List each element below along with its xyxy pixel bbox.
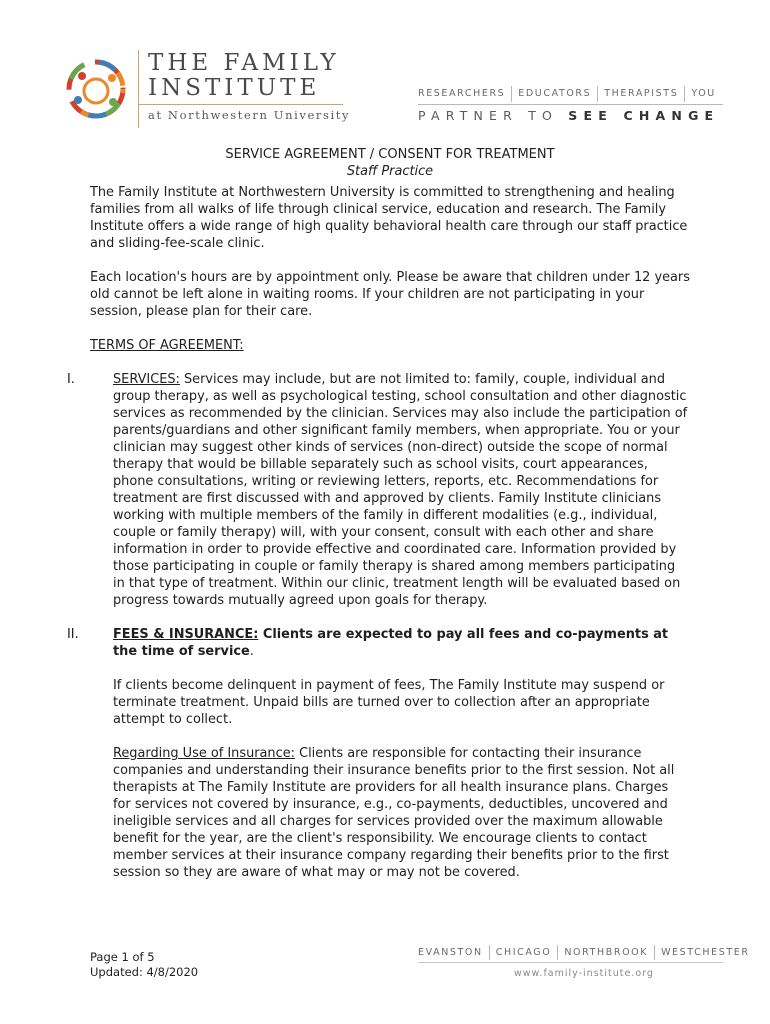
services-text: Services may include, but are not limited to: family, couple, individual and group therapy, as well as psychological testing, school consultation and other diagnostic services as recommended by the clinician. Services may also include the participation of parents/guardians and other significant family members, when appropriate. You or your clinician may suggest other kinds of services (non-direct) outside the scope of normal therapy that would be billable separately such as school visits, court appearances, phone consultations, writing or reviewing letters, reports, etc. Recommendations for treatment are first discussed with and approved by clients. Family Institute clinicians working with multiple members of the family in different modalities (e.g., individual, couple or family therapy) will, with your consent, consult with each other and share information in order to provide effective and coordinated care. Information provided by those participating in couple or family therapy is shared among members participating in that type of treatment. Within our clinic, treatment length will be evaluated based on progress towards mutually agreed upon goals for therapy. xyxy=(113,372,688,608)
wordmark-rule xyxy=(138,104,343,105)
family-institute-logo-icon xyxy=(66,56,126,120)
role-researchers: RESEARCHERS xyxy=(418,88,506,99)
fees-lead-end: . xyxy=(249,644,254,659)
tagline-bold: SEE CHANGE xyxy=(568,108,720,123)
roles-list xyxy=(418,86,723,102)
insurance-text: Clients are responsible for contacting their insurance companies and understanding their insurance benefits prior to the first session. Not all therapists at The Family Institute are providers for all health insurance plans. Charges for services not covered by insurance, e.g., co-payments, deductibles, uncovered and ineligible services and all charges for services provided over the maximum allowable benefit for the year, are the client's responsibility. We encourage clients to contact member services at their insurance company regarding their benefits prior to the first session so they are aware of what may or may not be covered. xyxy=(113,746,675,880)
fees-section xyxy=(67,626,690,660)
section-numeral: II. xyxy=(67,627,79,642)
services-section xyxy=(67,371,690,609)
org-name-line2: INSTITUTE xyxy=(148,75,321,101)
org-name-line1: THE FAMILY xyxy=(148,50,340,76)
services-label: SERVICES: xyxy=(113,372,180,387)
delinquent-paragraph: If clients become delinquent in payment of fees, The Family Institute may suspend or terminate treatment. Unpaid bills are turned over to collection after an appropriate attempt to collect. xyxy=(113,678,665,727)
hours-paragraph: Each location's hours are by appointment only. Please be aware that children under 12 years old cannot be left alone in waiting rooms. If your children are not participating in your session, please plan for their care. xyxy=(90,270,690,319)
locations-list xyxy=(418,945,756,960)
tagline xyxy=(418,108,719,123)
page-number: Page 1 of 5 xyxy=(90,950,155,964)
tagline-light: PARTNER TO xyxy=(418,108,559,123)
fees-label: FEES & INSURANCE: xyxy=(113,627,259,642)
updated-date: Updated: 4/8/2020 xyxy=(90,965,199,979)
website-link[interactable]: www.family-institute.org xyxy=(514,968,654,979)
location-northbrook: NORTHBROOK xyxy=(557,945,654,960)
document-subtitle: Staff Practice xyxy=(346,164,434,179)
insurance-paragraph xyxy=(90,745,690,881)
location-chicago: CHICAGO xyxy=(489,945,558,960)
fees-lead: Clients are expected to pay all fees and co-payments at the time of service xyxy=(113,627,669,659)
document-title: SERVICE AGREEMENT / CONSENT FOR TREATMENT xyxy=(225,147,555,162)
insurance-label: Regarding Use of Insurance: xyxy=(113,746,295,761)
role-educators: EDUCATORS xyxy=(511,86,597,102)
document-body xyxy=(67,146,690,898)
org-affiliation: at Northwestern University xyxy=(148,108,351,122)
header-rule xyxy=(418,104,723,105)
footer-rule xyxy=(418,962,723,963)
terms-heading: TERMS OF AGREEMENT: xyxy=(90,338,244,353)
role-therapists: THERAPISTS xyxy=(597,86,684,102)
section-numeral: I. xyxy=(67,372,75,387)
role-you: YOU xyxy=(684,86,722,102)
location-westchester: WESTCHESTER xyxy=(654,945,756,960)
page-info xyxy=(90,950,198,980)
intro-paragraph: The Family Institute at Northwestern University is committed to strengthening and healing families from all walks of life through clinical service, education and research. The Family Institute offers a wide range of high quality behavioral health care through our staff practice and sliding-fee-scale clinic. xyxy=(90,185,688,251)
organization-wordmark xyxy=(138,50,351,128)
location-evanston: EVANSTON xyxy=(418,947,483,958)
wordmark-divider xyxy=(138,50,139,128)
